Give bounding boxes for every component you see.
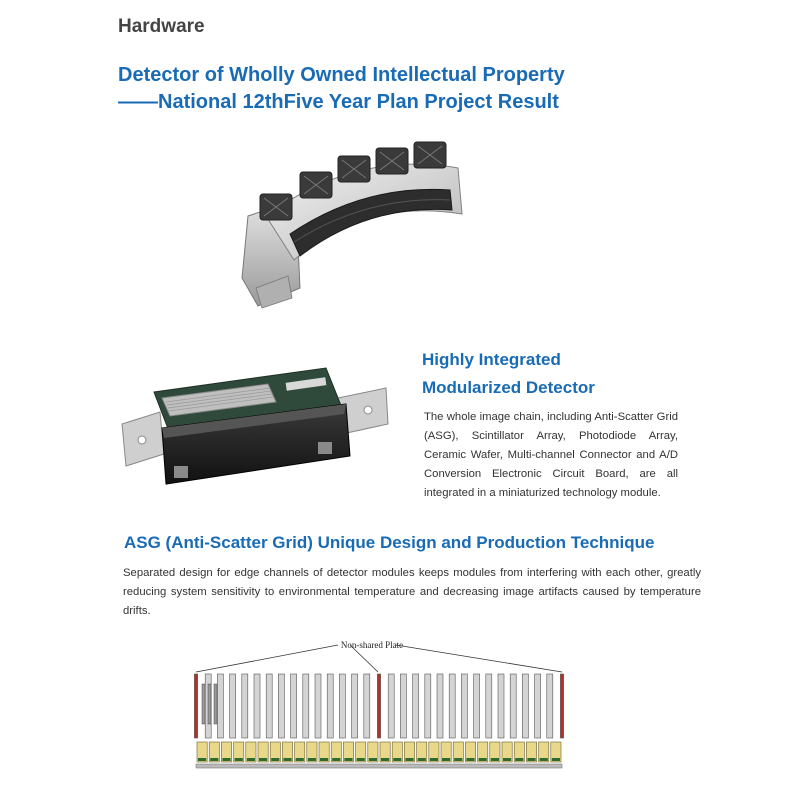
edge-detail-plate <box>208 684 211 724</box>
photodiode-strip <box>210 758 218 761</box>
module-detector-image <box>118 358 390 498</box>
photodiode-strip <box>247 758 255 761</box>
feature-title-line-2: Modularized Detector <box>422 378 595 397</box>
asg-diagram <box>190 634 574 780</box>
grid-plate <box>217 674 223 738</box>
grid-plate <box>486 674 492 738</box>
grid-plate <box>242 674 248 738</box>
photodiode-strip <box>466 758 474 761</box>
grid-plate <box>291 674 297 738</box>
grid-plate <box>315 674 321 738</box>
photodiode-strip <box>393 758 401 761</box>
photodiode-strip <box>369 758 377 761</box>
photodiode-strip <box>332 758 340 761</box>
photodiode-strip <box>283 758 291 761</box>
photodiode-strip <box>320 758 328 761</box>
grid-plate <box>388 674 394 738</box>
page-title-line-2: ——National 12thFive Year Plan Project Result <box>118 91 559 113</box>
edge-detail-plate <box>214 684 217 724</box>
photodiode-strip <box>540 758 548 761</box>
grid-plate <box>461 674 467 738</box>
grid-plate <box>535 674 541 738</box>
pointer-line-left <box>196 645 338 672</box>
grid-plate <box>278 674 284 738</box>
photodiode-strip <box>442 758 450 761</box>
grid-plate <box>522 674 528 738</box>
grid-plate <box>425 674 431 738</box>
feature-title <box>422 346 595 402</box>
photodiode-strip <box>308 758 316 761</box>
grid-plate <box>547 674 553 738</box>
photodiode-strip <box>405 758 413 761</box>
photodiode-strip <box>198 758 206 761</box>
photodiode-strip <box>235 758 243 761</box>
photodiode-strip <box>296 758 304 761</box>
grid-plate <box>510 674 516 738</box>
photodiode-strip <box>527 758 535 761</box>
photodiode-strip <box>222 758 230 761</box>
photodiode-strip <box>479 758 487 761</box>
photodiode-strip <box>344 758 352 761</box>
page-title-line-1: Detector of Wholly Owned Intellectual Property <box>118 64 565 86</box>
feature-description: The whole image chain, including Anti-Scatter Grid (ASG), Scintillator Array, Photodiode Array, Ceramic Wafer, Multi-channel Connector and A/D Conversion Electronic Circuit Board, are all integrated in a miniaturized technology module. <box>424 411 678 499</box>
grid-plate <box>364 674 370 738</box>
non-shared-plate <box>560 674 563 738</box>
photodiode-strip <box>381 758 389 761</box>
photodiode-strip <box>503 758 511 761</box>
grid-plate <box>254 674 260 738</box>
grid-plate <box>339 674 345 738</box>
grid-plate <box>327 674 333 738</box>
feature-title-line-1: Highly Integrated <box>422 350 561 369</box>
photodiode-strip <box>430 758 438 761</box>
asg-description: Separated design for edge channels of detector modules keeps modules from interfering with each other, greatly reducing system sensitivity to environmental temperature and decreasing image artifacts caused by temperature drifts. <box>123 567 701 617</box>
photodiode-strip <box>271 758 279 761</box>
grid-plate <box>413 674 419 738</box>
grid-plate <box>230 674 236 738</box>
grid-plate <box>437 674 443 738</box>
arc-detector-image <box>236 138 468 310</box>
pointer-line-right <box>396 645 562 672</box>
non-shared-plate <box>194 674 197 738</box>
diagram-label: Non-shared Plate <box>340 640 404 650</box>
grid-plate <box>266 674 272 738</box>
photodiode-strip <box>515 758 523 761</box>
asg-title: ASG (Anti-Scatter Grid) Unique Design and Production Technique <box>124 533 655 552</box>
grid-plate <box>474 674 480 738</box>
photodiode-strip <box>418 758 426 761</box>
grid-plate <box>303 674 309 738</box>
section-label: Hardware <box>118 16 205 37</box>
edge-detail-plate <box>202 684 205 724</box>
grid-plate <box>498 674 504 738</box>
photodiode-strip <box>454 758 462 761</box>
grid-plate <box>449 674 455 738</box>
grid-plate <box>352 674 358 738</box>
photodiode-strip <box>552 758 560 761</box>
page-title <box>118 62 738 116</box>
non-shared-plate <box>377 674 380 738</box>
substrate-bar <box>196 764 562 768</box>
photodiode-strip <box>491 758 499 761</box>
photodiode-strip <box>259 758 267 761</box>
photodiode-strip <box>357 758 365 761</box>
grid-plate <box>400 674 406 738</box>
